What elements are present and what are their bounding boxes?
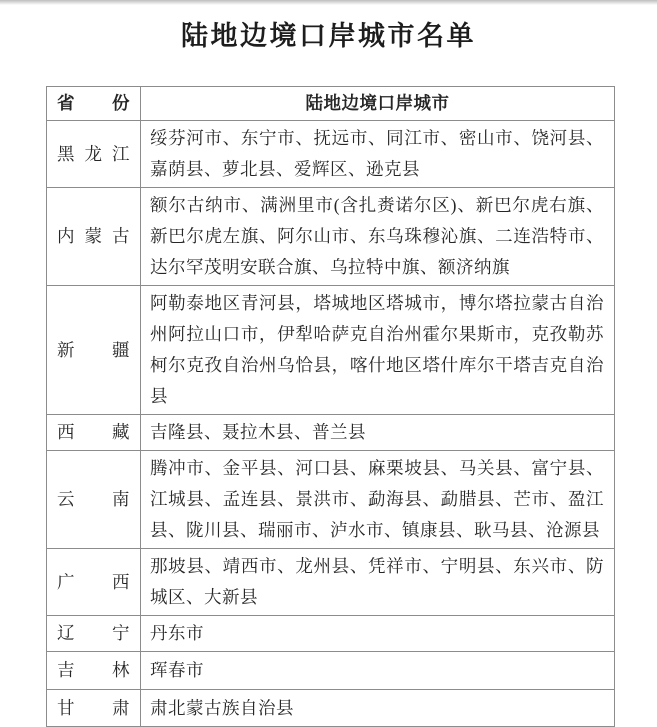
cities-list: 吉隆县、聂拉木县、普兰县: [141, 415, 615, 451]
table-row: [47, 652, 615, 690]
table-row: [47, 690, 615, 727]
scan-artifact-top: [0, 0, 657, 5]
province-cell: [47, 652, 141, 690]
province-name: 辽宁: [57, 623, 130, 643]
column-header-province: [47, 87, 141, 121]
cities-list: 那坡县、靖西市、龙州县、凭祥市、宁明县、东兴市、防城区、大新县: [141, 549, 615, 616]
province-name: 西藏: [57, 422, 130, 442]
table-row: [47, 451, 615, 549]
cities-list: 珲春市: [141, 652, 615, 690]
cities-list: 绥芬河市、东宁市、抚远市、同江市、密山市、饶河县、嘉荫县、萝北县、爱辉区、逊克县: [141, 121, 615, 188]
cities-list: 丹东市: [141, 616, 615, 652]
table-row: [47, 286, 615, 415]
table-row: [47, 121, 615, 188]
province-name: 黑龙江: [57, 143, 130, 164]
province-cell: [47, 690, 141, 727]
province-cell: [47, 451, 141, 549]
province-cell: [47, 549, 141, 616]
province-cell: [47, 415, 141, 451]
province-name: 广西: [57, 571, 130, 592]
column-header-province-label: 省份: [57, 93, 130, 113]
province-cell: [47, 188, 141, 286]
province-name: 吉林: [57, 660, 130, 680]
cities-list: 腾冲市、金平县、河口县、麻栗坡县、马关县、富宁县、江城县、孟连县、景洪市、勐海县、勐腊县、芒市、盈江县、陇川县、瑞丽市、泸水市、镇康县、耿马县、沧源县: [141, 451, 615, 549]
province-name: 新疆: [57, 339, 130, 360]
cities-list: 额尔古纳市、满洲里市(含扎赉诺尔区)、新巴尔虎右旗、新巴尔虎左旗、阿尔山市、东乌珠穆沁旗、二连浩特市、达尔罕茂明安联合旗、乌拉特中旗、额济纳旗: [141, 188, 615, 286]
province-cell: [47, 121, 141, 188]
cities-list: 肃北蒙古族自治县: [141, 690, 615, 727]
table-header-row: [47, 87, 615, 121]
cities-list: 阿勒泰地区青河县，塔城地区塔城市，博尔塔拉蒙古自治州阿拉山口市，伊犁哈萨克自治州霍尔果斯市，克孜勒苏柯尔克孜自治州乌恰县，喀什地区塔什库尔干塔吉克自治县: [141, 286, 615, 415]
province-name: 甘肃: [57, 697, 130, 718]
table-row: [47, 415, 615, 451]
table-row: [47, 616, 615, 652]
province-name: 内蒙古: [57, 226, 130, 246]
province-cell: [47, 616, 141, 652]
province-cell: [47, 286, 141, 415]
table-row: [47, 549, 615, 616]
column-header-cities: 陆地边境口岸城市: [141, 87, 615, 121]
border-cities-table: [46, 86, 615, 727]
province-name: 云南: [57, 489, 130, 509]
table-row: [47, 188, 615, 286]
page-title: 陆地边境口岸城市名单: [181, 21, 476, 51]
